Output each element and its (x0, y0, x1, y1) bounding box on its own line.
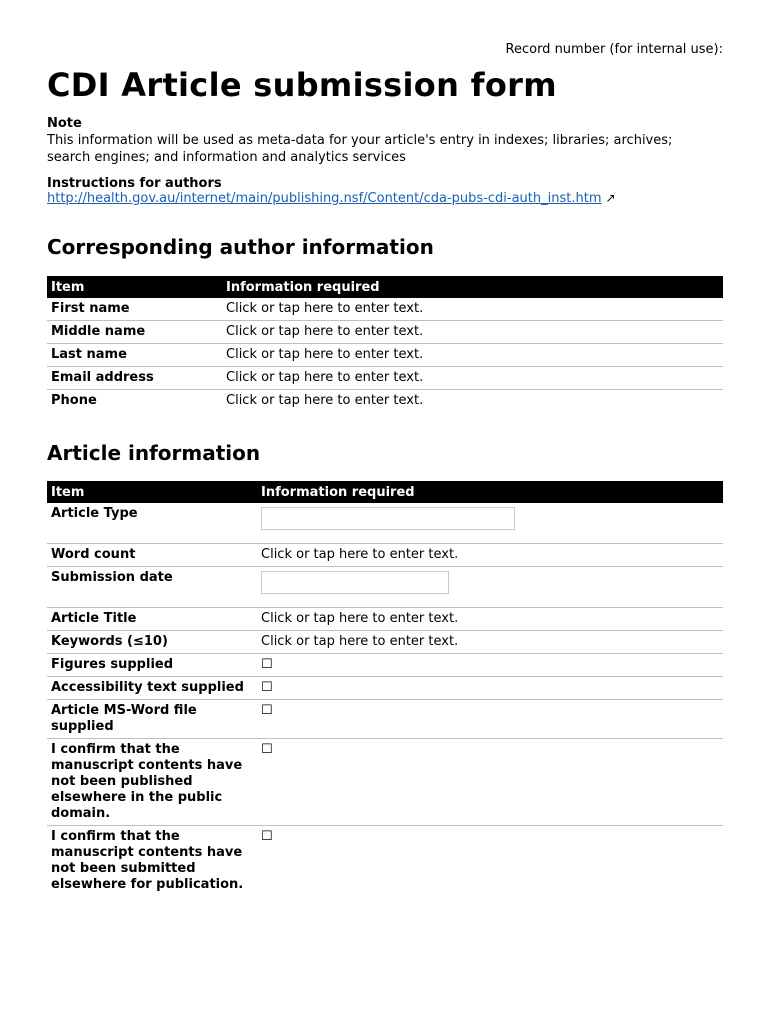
row-label: Middle name (47, 321, 222, 344)
phone-field[interactable]: Click or tap here to enter text. (226, 393, 424, 408)
col-info: Information required (257, 481, 723, 503)
page-title: CDI Article submission form (47, 66, 557, 104)
row-label: Article Type (47, 503, 257, 544)
article-type-cell (257, 503, 723, 544)
instructions-link[interactable]: http://health.gov.au/internet/main/publishing.nsf/Content/cda-pubs-cdi-auth_inst.htm (47, 191, 602, 206)
table-row (47, 826, 723, 897)
row-label: Word count (47, 544, 257, 567)
submission-date-picker[interactable] (261, 571, 449, 594)
row-label: Article MS-Word file supplied (47, 700, 257, 739)
figures-supplied-checkbox[interactable]: ☐ (261, 657, 273, 672)
row-label: Submission date (47, 567, 257, 608)
col-item: Item (47, 276, 222, 298)
author-section-heading: Corresponding author information (47, 235, 434, 259)
row-label: I confirm that the manuscript contents have not been submitted elsewhere for publication. (51, 829, 244, 892)
article-title-field[interactable]: Click or tap here to enter text. (257, 608, 723, 631)
col-item: Item (47, 481, 257, 503)
note-text: This information will be used as meta-data for your article's entry in indexes; libraries; archives; search engines; and information and analytics services (47, 133, 673, 165)
article-type-dropdown[interactable] (261, 507, 515, 530)
table-row (47, 608, 723, 631)
table-row (47, 567, 723, 608)
row-label: Accessibility text supplied (47, 677, 257, 700)
author-table (47, 276, 723, 412)
col-info: Information required (222, 276, 723, 298)
row-label: Phone (51, 393, 97, 408)
keywords-field[interactable]: Click or tap here to enter text. (257, 631, 723, 654)
email-field[interactable]: Click or tap here to enter text. (222, 367, 723, 390)
record-number-label: Record number (for internal use): (505, 42, 723, 57)
word-count-field[interactable]: Click or tap here to enter text. (257, 544, 723, 567)
note-label: Note (47, 116, 82, 131)
not-submitted-checkbox[interactable]: ☐ (261, 829, 273, 844)
table-row (47, 367, 723, 390)
external-link-icon: ↗ (605, 191, 616, 205)
table-row (47, 544, 723, 567)
article-table-header (47, 481, 723, 503)
accessibility-text-checkbox[interactable]: ☐ (261, 680, 273, 695)
table-row (47, 321, 723, 344)
submission-date-cell (257, 567, 723, 608)
table-row (47, 739, 723, 826)
instructions-link-row (47, 191, 616, 206)
table-row (47, 298, 723, 321)
middle-name-field[interactable]: Click or tap here to enter text. (222, 321, 723, 344)
table-row (47, 677, 723, 700)
row-label: Keywords (≤10) (47, 631, 257, 654)
last-name-field[interactable]: Click or tap here to enter text. (222, 344, 723, 367)
row-label: Article Title (47, 608, 257, 631)
row-label: I confirm that the manuscript contents have not been published elsewhere in the public domain. (47, 739, 257, 826)
row-label: Email address (47, 367, 222, 390)
table-row (47, 631, 723, 654)
article-table (47, 481, 723, 896)
author-table-header (47, 276, 723, 298)
table-row (47, 503, 723, 544)
table-row (47, 654, 723, 677)
ms-word-file-checkbox[interactable]: ☐ (261, 703, 273, 718)
first-name-field[interactable]: Click or tap here to enter text. (222, 298, 723, 321)
table-row (47, 390, 723, 413)
row-label: First name (47, 298, 222, 321)
not-published-checkbox[interactable]: ☐ (261, 742, 273, 757)
article-section-heading: Article information (47, 441, 261, 465)
row-label: Last name (47, 344, 222, 367)
instructions-label: Instructions for authors (47, 176, 222, 191)
table-row (47, 344, 723, 367)
table-row (47, 700, 723, 739)
row-label: Figures supplied (47, 654, 257, 677)
